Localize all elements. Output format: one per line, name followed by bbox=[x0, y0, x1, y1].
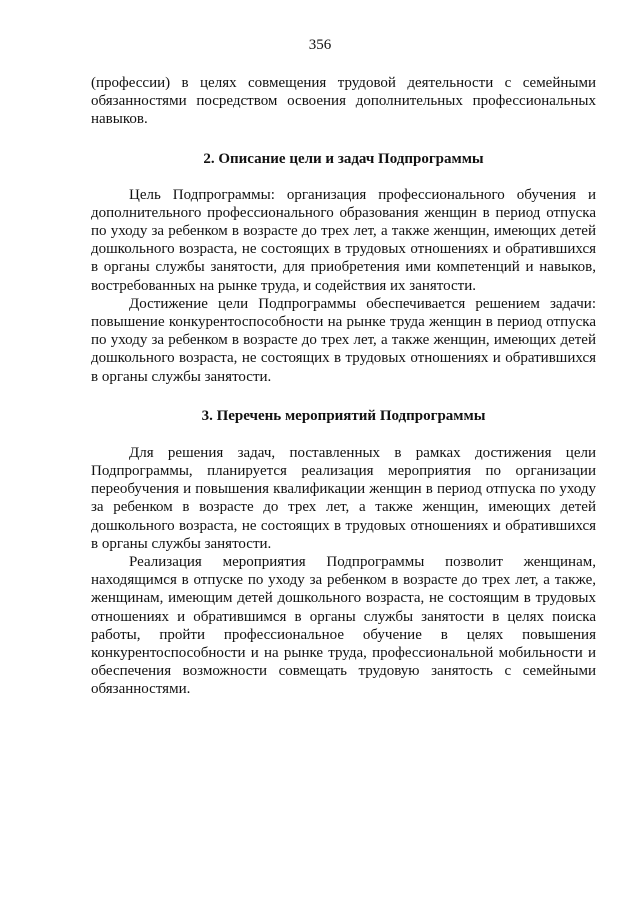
section-2-heading: 2. Описание цели и задач Подпрограммы bbox=[203, 150, 484, 167]
document-body bbox=[91, 74, 596, 699]
intro-paragraph: (профессии) в целях совмещения трудовой деятельности с семейными обязанностями посредством освоения дополнительных профессиональных навыков. bbox=[91, 75, 596, 128]
section-3-paragraph-results: Реализация мероприятия Подпрограммы позволит женщинам, находящимся в отпуске по уходу за ребенком в возрасте до трех лет, а также, женщинам, имеющим детей дошкольного возраста, не состоящим в трудовых отношениях и обратившимся в органы службы занятости в целях поиска работы, пройти профессиональное обучение в целях повышения конкурентоспособности и на рынке труда, профессиональной мобильности и обеспечения возможности совмещать трудовую занятость с семейными обязанностями. bbox=[91, 554, 596, 698]
section-3-heading: 3. Перечень мероприятий Подпрограммы bbox=[201, 407, 486, 424]
section-2-paragraph-goal: Цель Подпрограммы: организация профессионального обучения и дополнительного профессионального образования женщин в период отпуска по уходу за ребенком в возрасте до трех лет, а также женщин, имеющих детей дошкольного возраста, не состоящих в трудовых отношениях и обратившихся в органы службы занятости, для приобретения ими компетенций и навыков, востребованных на рынке труда, и содействия их занятости. bbox=[91, 186, 596, 294]
page-number: 356 bbox=[308, 37, 332, 53]
section-2-paragraph-task: Достижение цели Подпрограммы обеспечивается решением задачи: повышение конкурентоспособности на рынке труда женщин в период отпуска по уходу за ребенком в возрасте до трех лет, а также женщин, имеющих детей дошкольного возраста, не состоящих в трудовых отношениях и обратившихся в органы службы занятости. bbox=[91, 295, 596, 385]
section-3-paragraph-measures: Для решения задач, поставленных в рамках достижения цели Подпрограммы, планируется реализация мероприятия по организации переобучения и повышения квалификации женщин в период отпуска по уходу за ребенком в возрасте до трех лет, а также женщин, имеющих детей дошкольного возраста, не состоящих в трудовых отношениях и обратившихся в органы службы занятости. bbox=[91, 444, 596, 552]
